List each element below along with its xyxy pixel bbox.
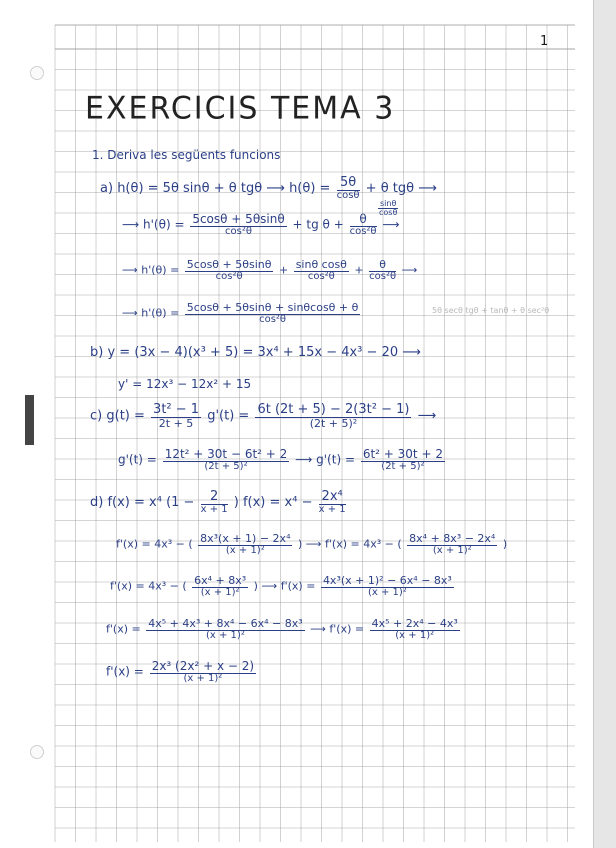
item-d-line-5: f'(x) = 2x³ (2x² + x − 2) (x + 1)² xyxy=(106,659,255,684)
margin-note: $\frac{\sin\theta}{\cos\theta}$ xyxy=(379,199,398,218)
item-label: b) xyxy=(90,345,104,360)
item-label: a) xyxy=(100,181,114,197)
fraction: 2x⁴ x + 1 xyxy=(318,489,346,515)
item-label: d) xyxy=(90,495,104,511)
item-a-line-4: ⟶ h'(θ) = $\frac{5\cos\theta + 5\theta\sin\theta + \sin\theta\cos\theta + \theta}{\text{cos²θ}}$ xyxy=(122,301,359,325)
fraction: 12t² + 30t − 6t² + 2 (2t + 5)² xyxy=(164,447,288,472)
page-number: 1 xyxy=(540,34,549,49)
item-d-line-3: f'(x) = 4x³ − ( $\frac{\text{6x⁴ + 8x³}}{\text{(x + 1)²}}$ ) ⟶ f'(x) = $\frac{\text{4x³(x + 1)² − 6x⁴ − 8x³}}{\text{(x + 1)²}}$ xyxy=(110,574,452,598)
page-title: EXERCICIS TEMA 3 xyxy=(85,90,396,127)
fraction: $\frac{\text{4x³(x + 1)² − 6x⁴ − 8x³}}{\text{(x + 1)²}}$ xyxy=(322,574,452,598)
item-a-line-2: ⟶ h'(θ) = 5cosθ + 5θsinθ cos²θ + tg θ + θ cos²θ ⟶ xyxy=(122,212,400,237)
fraction: $\frac{\text{8x⁴ + 8x³ − 2x⁴}}{\text{(x + 1)²}}$ xyxy=(409,532,496,556)
fraction: 2x³ (2x² + x − 2) (x + 1)² xyxy=(151,659,255,684)
item-d-line-2: f'(x) = 4x³ − ( $\frac{\text{8x³(x + 1) − 2x⁴}}{\text{(x + 1)²}}$ ) ⟶ f'(x) = 4x³ − ( $\frac{\text{8x⁴ + 8x³ − 2x⁴}}{\text{(x + 1)²}}$ ) xyxy=(116,532,508,556)
fraction: $\frac{\text{8x³(x + 1) − 2x⁴}}{\text{(x + 1)²}}$ xyxy=(200,532,291,556)
fraction: $\frac{\text{4x⁵ + 4x³ + 8x⁴ − 6x⁴ − 8x³}}{\text{(x + 1)²}}$ xyxy=(148,617,303,641)
item-c-line-2: g'(t) = 12t² + 30t − 6t² + 2 (2t + 5)² ⟶ g'(t) = 6t² + 30t + 2 (2t + 5)² xyxy=(118,447,443,472)
item-a-line-3: ⟶ h'(θ) = $\frac{5\cos\theta + 5\theta\sin\theta}{\text{cos²θ}}$ + $\frac{\text{sinθ cosθ}}{\text{cos²θ}}$ + $\frac{\theta}{\text{cos²θ}}$ ⟶ xyxy=(122,258,418,282)
fraction: 2 x + 1 xyxy=(200,489,228,515)
item-a-line-1: a) h(θ) = 5θ sinθ + θ tgθ ⟶ h(θ) = 5θ cosθ + θ tgθ ⟶ xyxy=(100,175,437,201)
margin-sticker xyxy=(25,395,34,445)
fraction: $\frac{\text{4x⁵ + 2x⁴ − 4x³}}{\text{(x + 1)²}}$ xyxy=(371,617,458,641)
fraction: $\frac{\text{6x⁴ + 8x³}}{\text{(x + 1)²}}$ xyxy=(194,574,247,598)
item-b-line-2: y' = 12x³ − 12x² + 15 xyxy=(118,377,252,391)
scan-edge xyxy=(593,0,616,848)
exercise-heading: 1. Deriva les següents funcions xyxy=(92,148,281,162)
item-b-line-1: b) y = (3x − 4)(x³ + 5) = 3x⁴ + 15x − 4x³ − 20 ⟶ xyxy=(90,345,421,360)
fraction: $\frac{\theta}{\text{cos²θ}}$ xyxy=(369,258,397,282)
fraction: $\frac{5\cos\theta + 5\theta\sin\theta}{\text{cos²θ}}$ xyxy=(186,258,272,282)
item-d-line-4: f'(x) = $\frac{\text{4x⁵ + 4x³ + 8x⁴ − 6x⁴ − 8x³}}{\text{(x + 1)²}}$ ⟶ f'(x) = $\frac{\text{4x⁵ + 2x⁴ − 4x³}}{\text{(x + 1)²}}$ xyxy=(106,617,458,641)
item-c-line-1: c) g(t) = 3t² − 1 2t + 5 g'(t) = 6t (2t + 5) − 2(3t² − 1) (2t + 5)² ⟶ xyxy=(90,402,437,430)
fraction: 3t² − 1 2t + 5 xyxy=(153,402,200,430)
fraction: θ cos²θ xyxy=(349,212,377,237)
fraction: $\frac{\text{sinθ cosθ}}{\text{cos²θ}}$ xyxy=(295,258,347,282)
item-d-line-1: d) f(x) = x⁴ (1 − 2 x + 1 ) f(x) = x⁴ − 2x⁴ x + 1 xyxy=(90,489,346,515)
item-label: c) xyxy=(90,408,103,424)
pencil-note: 5θ secθ tgθ + tanθ + θ sec²θ xyxy=(432,306,550,315)
fraction: 5cosθ + 5θsinθ cos²θ xyxy=(192,212,285,237)
binder-hole xyxy=(30,745,44,759)
fraction: $\frac{5\cos\theta + 5\theta\sin\theta + \sin\theta\cos\theta + \theta}{\text{cos²θ}}$ xyxy=(186,301,359,325)
fraction: 6t² + 30t + 2 (2t + 5)² xyxy=(362,447,443,472)
fraction: 6t (2t + 5) − 2(3t² − 1) (2t + 5)² xyxy=(257,402,410,430)
binder-hole xyxy=(30,66,44,80)
fraction: 5θ cosθ xyxy=(336,175,360,201)
